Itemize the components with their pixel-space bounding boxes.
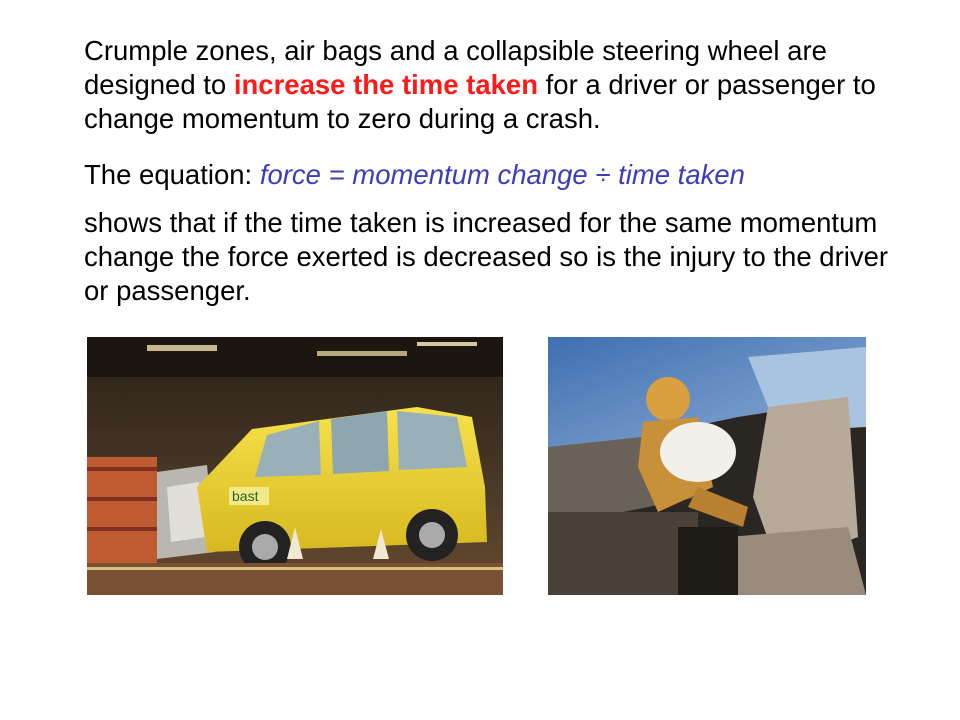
- paragraph-crumple-zones: [84, 34, 914, 136]
- paragraph-equation: [84, 158, 914, 192]
- paragraph-1-text: Crumple zones, air bags and a collapsible steering wheel are designed to: [84, 35, 827, 100]
- airbag-dummy-photo: [548, 337, 866, 595]
- paragraph-1-text-end: for a driver or passenger to change momentum to zero during a crash.: [84, 69, 876, 134]
- equation-text: force = momentum change ÷ time taken: [259, 159, 745, 190]
- car-label-bast: bast: [232, 488, 259, 504]
- paragraph-explanation: shows that if the time taken is increased for the same momentum change the force exerted is decreased so is the injury to the driver or passenger.: [84, 207, 889, 306]
- highlighted-phrase: increase the time taken: [233, 69, 539, 100]
- airbag-dummy-illustration: [548, 337, 866, 595]
- equation-lead: The equation:: [84, 159, 260, 190]
- crash-test-car-photo: [87, 337, 503, 595]
- crash-test-car-illustration: [87, 337, 503, 595]
